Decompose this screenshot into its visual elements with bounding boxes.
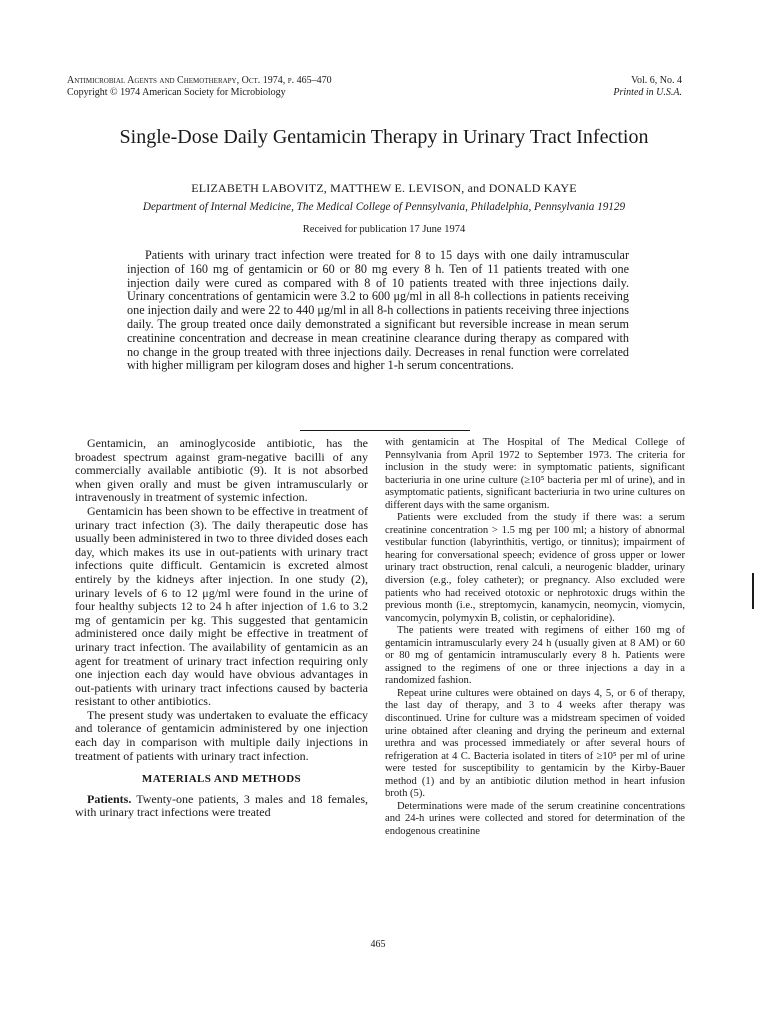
author-list: ELIZABETH LABOVITZ, MATTHEW E. LEVISON, and DONALD KAYE: [191, 181, 577, 195]
methods-paragraph: with gentamicin at The Hospital of The Medical College of Pennsylvania from April 1972 to September 1973. The criteria for inclusion in the study were: in symptomatic patients, significant bacteriuria in one urine culture (≥10⁵ bacteria per ml of urine), and in asymptomatic patients, significant bacteriuria in two urine cultures on different days with the same organism.: [385, 437, 685, 511]
methods-paragraph: Repeat urine cultures were obtained on days 4, 5, or 6 of therapy, the last day of therapy, and 3 to 4 weeks after therapy was discontinued. Urine for culture was a midstream specimen of voided urine obtained after cleaning and drying the perineum and external urethra and was processed immediately or after several hours of refrigeration at 4 C. Bacteria isolated in titers of ≥10⁵ per ml of urine were tested for susceptibility to gentamicin by the Kirby-Bauer method (1) and by an antibiotic dilution method in heart infusion broth (5).: [385, 687, 685, 800]
patients-text: Twenty-one patients, 3 males and 18 females, with urinary tract infections were treated: [75, 791, 368, 820]
right-column: [385, 437, 685, 839]
abstract: Patients with urinary tract infection were treated for 8 to 15 days with one daily intramuscular injection of 160 mg of gentamicin or 60 or 80 mg every 8 h. Ten of 11 patients treated with one injection daily were cured as compared with 8 of 10 patients treated with three injections daily. Urinary concentrations of gentamicin were 3.2 to 600 μg/ml in all 8-h collections in patients receiving one injection daily and were 22 to 440 μg/ml in all 8-h collections in patients receiving three injections daily. The group treated once daily demonstrated a significant but reversible increase in mean serum creatinine concentration and decrease in mean creatinine clearance during therapy as compared with no change in the group treated with three injections daily. Decreases in renal function were correlated with higher milligram per kilogram doses and higher 1-h serum concentrations.: [127, 248, 629, 373]
intro-paragraph: The present study was undertaken to evaluate the efficacy and tolerance of gentamicin administered by one injection each day in comparison with multiple daily injections in treatment of patients with urinary tract infection.: [75, 707, 368, 763]
article-title: Single-Dose Daily Gentamicin Therapy in Urinary Tract Infection: [119, 126, 649, 148]
margin-mark: [752, 573, 754, 609]
section-heading: MATERIALS AND METHODS: [141, 773, 302, 786]
methods-paragraph: Patients were excluded from the study if there was: a serum creatinine concentration > 1.5 mg per 100 ml; a history of abnormal vestibular function (labyrinthitis, vertigo, or tinnitus); impairment of hearing for conversational speech; evidence of gross upper or lower urinary tract obstruction, renal calculi, a neurogenic bladder, urinary diversion (e.g., foley catheter); or pregnancy. Also excluded were patients who had received ototoxic or nephrotoxic drugs within the previous month (i.e., streptomycin, kanamycin, neomycin, viomycin, vancomycin, polymyxin B, colistin, or cephaloridine).: [385, 512, 685, 624]
methods-paragraph: The patients were treated with regimens of either 160 mg of gentamicin intramuscularly every 24 h (usually given at 8 AM) or 60 or 80 mg of gentamicin intramuscularly every 8 h. Patients were assigned to the regimens of one or three injections a day in a randomized fashion.: [385, 625, 685, 687]
volume-issue: Vol. 6, No. 4: [631, 75, 682, 86]
abstract-divider: [300, 430, 470, 431]
page-number: 465: [370, 939, 386, 950]
copyright-line: Copyright © 1974 American Society for Microbiology: [67, 87, 286, 98]
running-header-right: [613, 75, 682, 99]
left-column: [75, 437, 368, 820]
methods-paragraph: Determinations were made of the serum creatinine concentrations and 24-h urines were collected and stored for determination of the endogenous creatinine: [385, 800, 685, 837]
affiliation: Department of Internal Medicine, The Medical College of Pennsylvania, Philadelphia, Pennsylvania 19129: [142, 201, 626, 213]
run-in-heading: Patients.: [87, 791, 132, 806]
received-date: Received for publication 17 June 1974: [302, 224, 466, 235]
journal-citation: Antimicrobial Agents and Chemotherapy, Oct. 1974, p. 465–470: [67, 75, 332, 86]
intro-paragraph: Gentamicin, an aminoglycoside antibiotic, has the broadest spectrum against gram-negative bacilli of any commercially available antibiotic (9). It is not absorbed when given orally and must be given intramuscularly or intravenously in treatment of systemic infection.: [75, 436, 368, 505]
running-header-left: [67, 75, 332, 99]
intro-paragraph: Gentamicin has been shown to be effective in treatment of urinary tract infection (3). The daily therapeutic dose has usually been administered in two to three divided doses each day, which makes its use in out-patients with urinary tract infections quite difficult. Gentamicin is excreted almost entirely by the kidneys after injection. In one study (2), urinary levels of 6 to 12 μg/ml were found in the urine of four healthy subjects 12 to 24 h after injection of 1.6 to 3.2 mg of gentamicin per kg. This suggested that gentamicin administered once daily might be effective in treatment of urinary tract infection. The availability of gentamicin as an agent for treatment of urinary tract infection requiring only one injection each day would have obvious advantages in out-patients with urinary tract infections caused by bacteria resistant to other antibiotics.: [75, 503, 368, 709]
patients-paragraph: [75, 793, 368, 820]
printed-in: Printed in U.S.A.: [613, 87, 682, 98]
